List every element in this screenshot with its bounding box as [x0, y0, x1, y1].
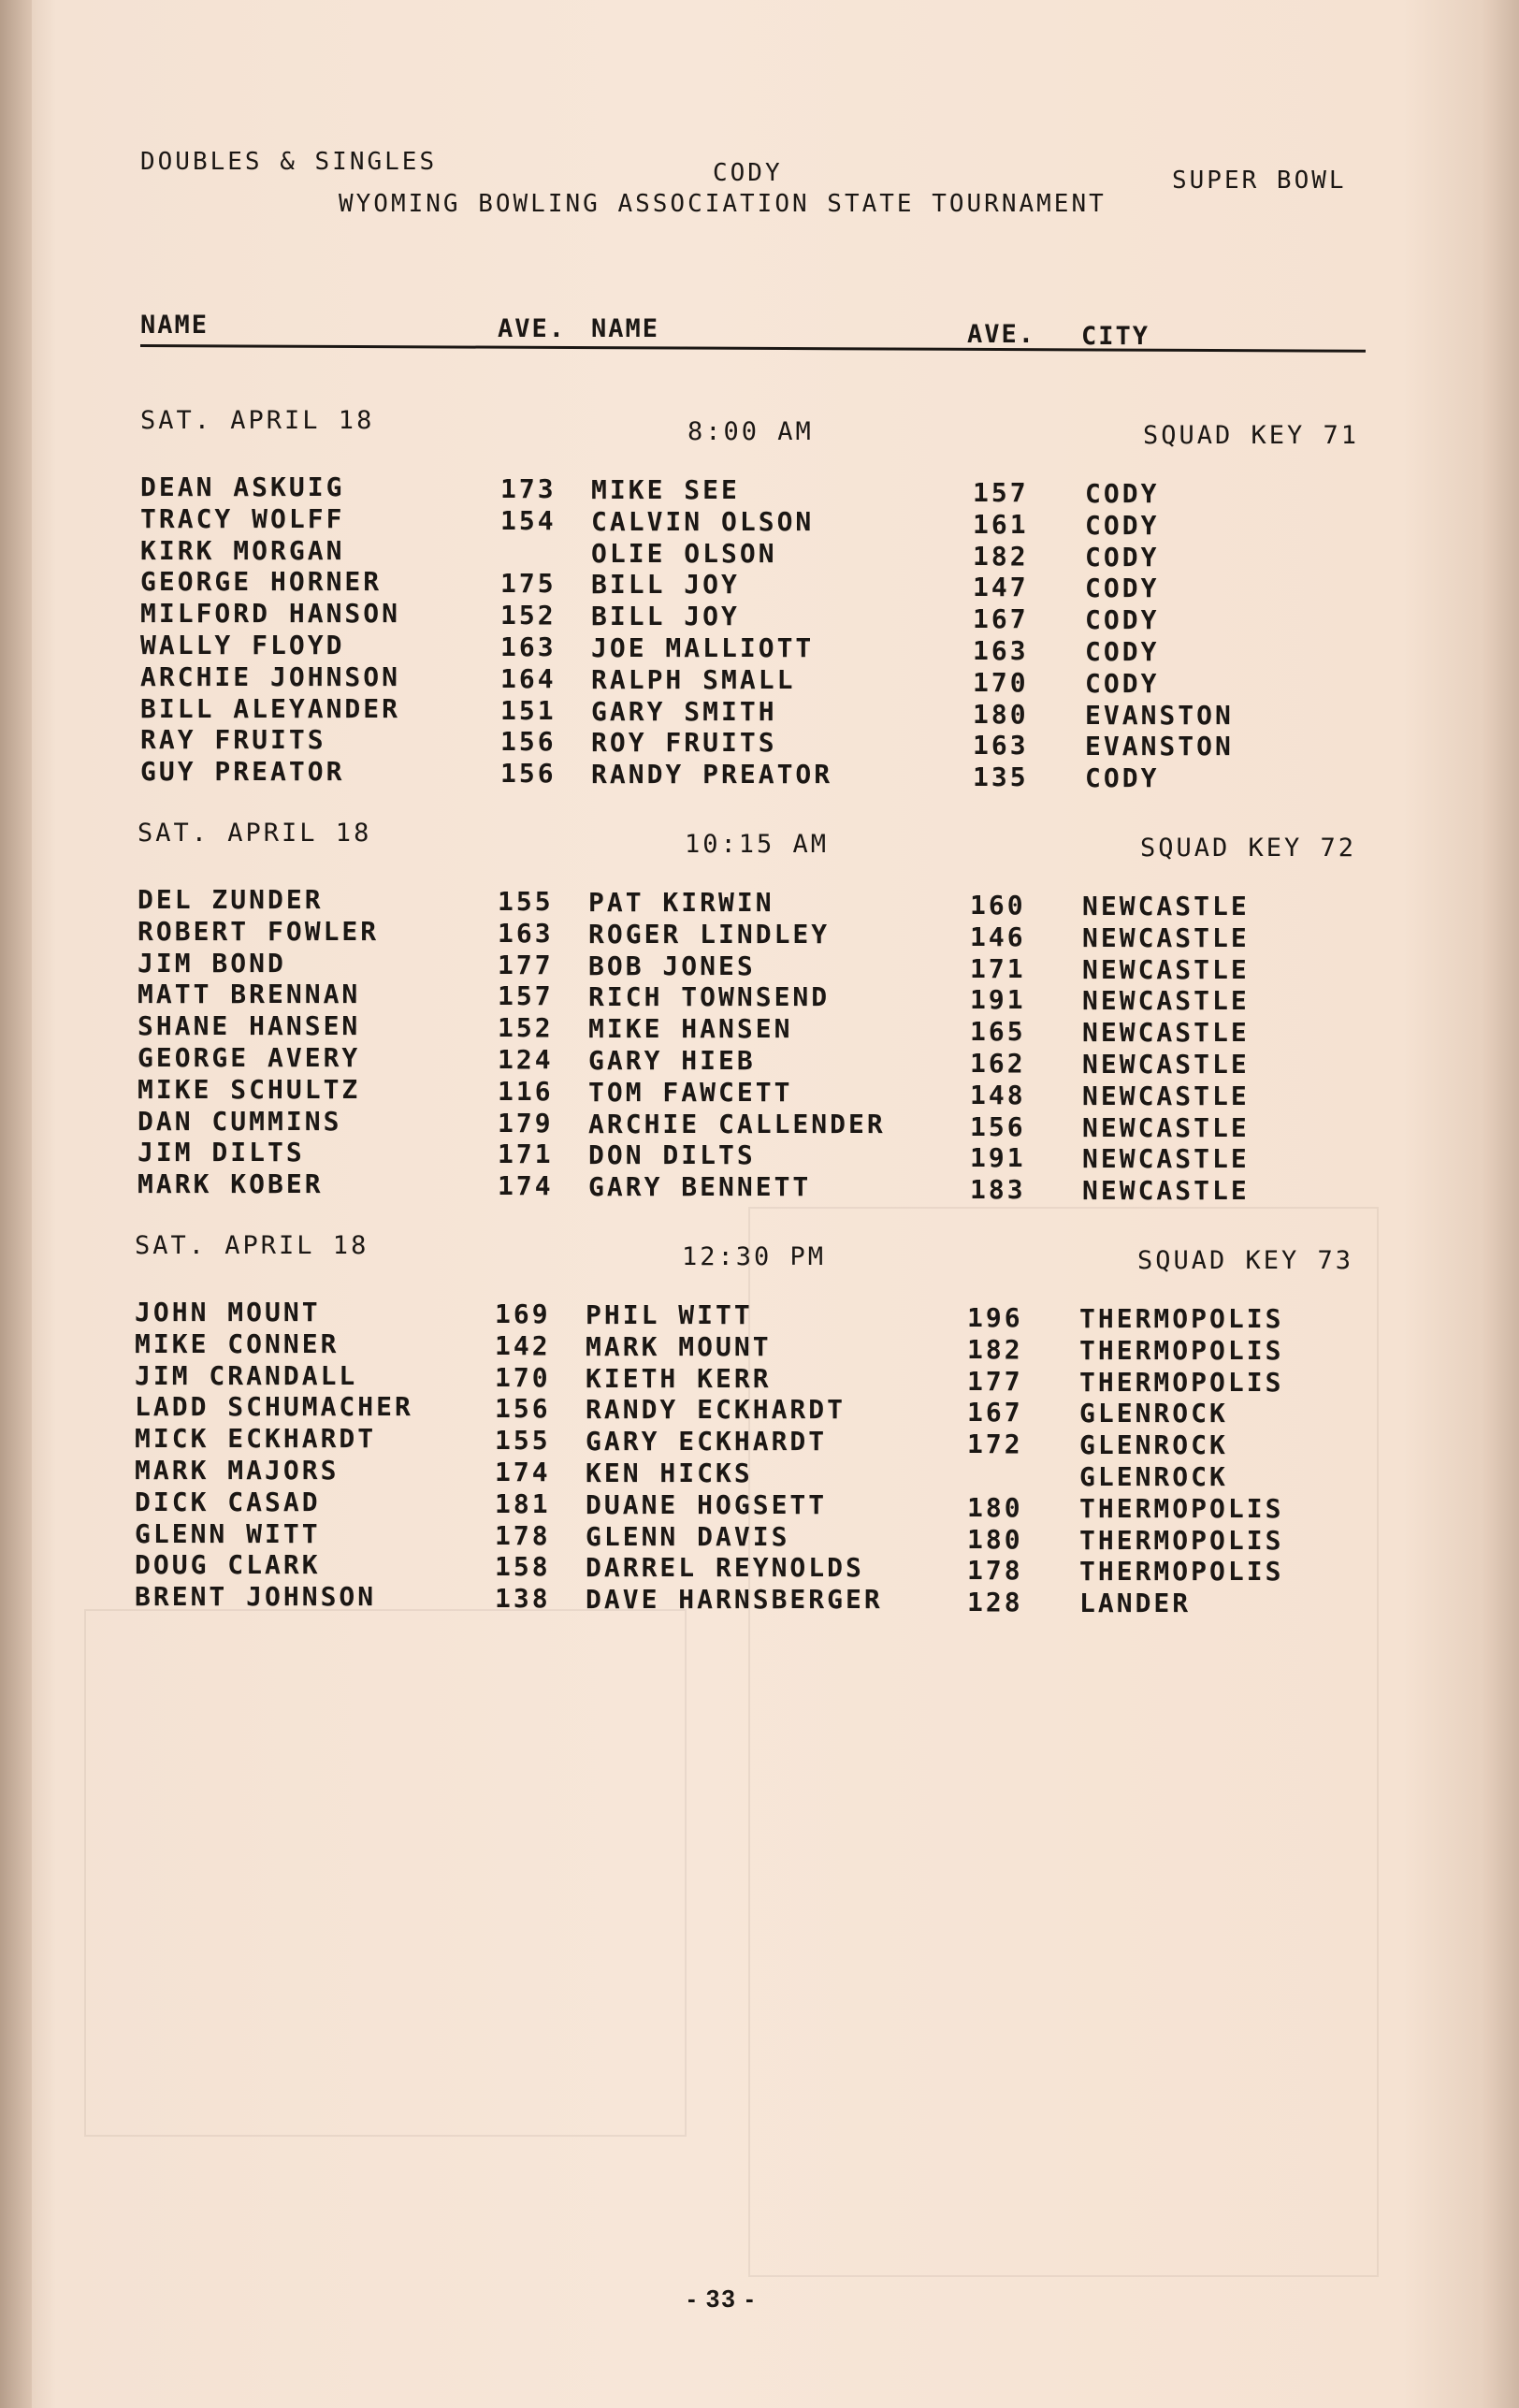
bowler-name-1: TRACY WOLFF: [140, 502, 345, 534]
bowler-average-1: 175: [500, 568, 557, 600]
bowler-name-2: GLENN DAVIS: [586, 1520, 790, 1552]
bowler-city: NEWCASTLE: [1082, 891, 1250, 921]
bowler-city: THERMOPOLIS: [1079, 1556, 1284, 1588]
squad-time: 10:15 AM: [685, 830, 830, 859]
bowler-city: NEWCASTLE: [1082, 1175, 1250, 1207]
bowler-name-1: SHANE HANSEN: [137, 1010, 361, 1042]
bowler-city: CODY: [1085, 636, 1160, 667]
bowler-city: NEWCASTLE: [1082, 1049, 1250, 1080]
bowler-average-1: 155: [495, 1425, 551, 1457]
bowler-average-2: 180: [973, 698, 1029, 730]
bowler-name-1: LADD SCHUMACHER: [135, 1391, 413, 1423]
bowler-city: GLENROCK: [1079, 1429, 1228, 1461]
bowler-city: NEWCASTLE: [1082, 1111, 1250, 1143]
squad-key: SQUAD KEY 73: [1137, 1246, 1354, 1275]
bowler-average-2: 135: [973, 762, 1029, 793]
bowler-average-1: 124: [498, 1044, 554, 1075]
bowler-average-2: 177: [967, 1365, 1023, 1397]
bowler-average-1: 181: [495, 1487, 551, 1519]
bowler-average-1: 156: [500, 758, 557, 790]
header-left: DOUBLES & SINGLES: [140, 148, 438, 176]
header-title: WYOMING BOWLING ASSOCIATION STATE TOURNAMENT: [339, 190, 1107, 218]
bowler-average-1: 174: [495, 1457, 551, 1487]
bowler-city: CODY: [1085, 604, 1160, 636]
bowler-average-1: 171: [498, 1139, 554, 1170]
bowler-city: NEWCASTLE: [1082, 953, 1250, 985]
bowler-name-2: KEN HICKS: [586, 1458, 753, 1488]
bowler-name-1: DEAN ASKUIG: [140, 471, 345, 502]
bowler-name-1: RAY FRUITS: [140, 724, 326, 756]
bowler-city: NEWCASTLE: [1082, 1080, 1250, 1111]
bowler-name-2: DAVE HARNSBERGER: [586, 1584, 883, 1616]
bowler-average-2: 180: [967, 1523, 1023, 1555]
bowler-name-1: JOHN MOUNT: [135, 1297, 321, 1327]
bowler-average-2: 156: [970, 1110, 1026, 1142]
bowler-name-2: ROGER LINDLEY: [588, 918, 831, 950]
bowler-name-2: TOM FAWCETT: [588, 1076, 793, 1108]
book-spine-shadow: [0, 0, 32, 2408]
bowler-name-1: MILFORD HANSON: [140, 598, 401, 630]
bowler-average-2: 148: [970, 1079, 1026, 1110]
bowler-name-1: GEORGE HORNER: [140, 566, 383, 598]
bowler-name-2: ROY FRUITS: [591, 727, 777, 759]
column-header-name2: NAME: [591, 314, 660, 343]
bowler-name-2: MIKE HANSEN: [588, 1013, 793, 1045]
header-right: SUPER BOWL: [1172, 167, 1347, 195]
bowler-name-1: DOUG CLARK: [135, 1549, 321, 1581]
bowler-average-1: 163: [498, 917, 554, 949]
bowler-average-2: 147: [973, 572, 1029, 603]
bowler-city: THERMOPOLIS: [1079, 1303, 1284, 1334]
bowler-name-1: MICK ECKHARDT: [135, 1423, 377, 1455]
bowler-city: LANDER: [1079, 1588, 1192, 1619]
bowler-city: THERMOPOLIS: [1079, 1366, 1284, 1398]
bowler-name-2: DARREL REYNOLDS: [586, 1552, 864, 1584]
bowler-average-2: 191: [970, 1142, 1026, 1174]
bowler-name-1: DAN CUMMINS: [137, 1105, 342, 1137]
bowler-city: CODY: [1085, 667, 1160, 699]
column-header-ave2: AVE.: [967, 320, 1036, 349]
bowler-average-1: 155: [498, 886, 554, 917]
bowler-name-2: MARK MOUNT: [586, 1330, 772, 1362]
bowler-name-1: BILL ALEYANDER: [140, 692, 401, 724]
bowler-average-1: 142: [495, 1329, 551, 1361]
bowler-average-2: 128: [967, 1587, 1023, 1618]
bowler-name-2: OLIE OLSON: [591, 537, 777, 569]
bowler-average-2: 172: [967, 1429, 1023, 1460]
bowler-name-1: GLENN WITT: [135, 1517, 321, 1549]
bowler-average-2: 180: [967, 1491, 1023, 1523]
bowler-name-2: ARCHIE CALLENDER: [588, 1108, 886, 1139]
bowler-name-2: RICH TOWNSEND: [588, 981, 831, 1013]
bowler-average-2: 196: [967, 1302, 1023, 1333]
bowler-average-1: 177: [498, 949, 554, 980]
bowler-city: CODY: [1085, 762, 1160, 794]
bowler-name-2: KIETH KERR: [586, 1362, 772, 1394]
bowler-city: EVANSTON: [1085, 699, 1234, 731]
bowler-city: CODY: [1085, 478, 1160, 509]
bleed-through-box-left: [84, 1609, 687, 2137]
squad-day: SAT. APRIL 18: [137, 819, 372, 848]
squad-time: 8:00 AM: [687, 417, 814, 446]
bowler-average-1: 138: [495, 1583, 551, 1615]
bowler-city: NEWCASTLE: [1082, 921, 1250, 953]
bowler-average-1: 157: [498, 980, 554, 1012]
bowler-name-1: DEL ZUNDER: [137, 884, 324, 915]
bowler-name-1: MATT BRENNAN: [137, 979, 361, 1010]
bowler-name-2: BILL JOY: [591, 569, 740, 601]
bowler-name-2: DUANE HOGSETT: [586, 1488, 828, 1520]
bowler-name-2: BOB JONES: [588, 950, 756, 981]
bowler-average-1: 178: [495, 1519, 551, 1551]
bowler-city: CODY: [1085, 541, 1160, 573]
bowler-name-1: GEORGE AVERY: [137, 1042, 361, 1073]
bowler-average-2: 167: [973, 603, 1029, 635]
header-center: CODY: [713, 159, 783, 187]
bowler-name-2: PHIL WITT: [586, 1299, 753, 1330]
bowler-average-2: 160: [970, 890, 1026, 921]
bowler-average-2: 165: [970, 1016, 1026, 1048]
squad-day: SAT. APRIL 18: [135, 1231, 369, 1260]
bowler-average-1: 173: [500, 473, 557, 504]
bowler-name-1: MARK KOBER: [137, 1168, 324, 1200]
bowler-city: THERMOPOLIS: [1079, 1334, 1284, 1366]
squad-time: 12:30 PM: [682, 1242, 827, 1271]
bowler-average-1: 151: [500, 694, 557, 726]
bowler-average-2: 163: [973, 635, 1029, 666]
bowler-name-2: JOE MALLIOTT: [591, 632, 815, 663]
bowler-name-1: BRENT JOHNSON: [135, 1581, 377, 1613]
bowler-name-1: JIM BOND: [137, 947, 286, 979]
bowler-name-2: GARY ECKHARDT: [586, 1426, 828, 1458]
bowler-name-1: MIKE CONNER: [135, 1327, 340, 1359]
bowler-city: NEWCASTLE: [1082, 985, 1250, 1017]
bowler-name-2: DON DILTS: [588, 1139, 756, 1171]
squad-key: SQUAD KEY 71: [1143, 421, 1360, 450]
bowler-average-1: 156: [500, 726, 557, 758]
bowler-average-1: 158: [495, 1551, 551, 1583]
bowler-average-1: 154: [500, 504, 557, 536]
bowler-average-1: 170: [495, 1361, 551, 1393]
bowler-name-2: RALPH SMALL: [591, 663, 796, 695]
bowler-name-1: ARCHIE JOHNSON: [140, 660, 401, 692]
page-edge-shadow: [1485, 0, 1519, 2408]
bowler-average-2: 182: [973, 540, 1029, 572]
bowler-name-2: GARY HIEB: [588, 1045, 756, 1076]
bowler-city: NEWCASTLE: [1082, 1017, 1250, 1049]
bowler-name-1: MIKE SCHULTZ: [137, 1073, 361, 1105]
bowler-city: NEWCASTLE: [1082, 1143, 1250, 1175]
bowler-average-2: 191: [970, 984, 1026, 1016]
bowler-name-2: BILL JOY: [591, 601, 740, 632]
bowler-name-1: KIRK MORGAN: [140, 534, 345, 566]
bowler-average-1: 116: [498, 1075, 554, 1107]
bowler-name-1: GUY PREATOR: [140, 756, 345, 788]
bowler-average-2: 162: [970, 1048, 1026, 1079]
bowler-name-2: GARY SMITH: [591, 695, 777, 727]
bowler-name-1: MARK MAJORS: [135, 1455, 340, 1486]
column-header-ave1: AVE.: [498, 314, 567, 343]
bowler-name-1: JIM CRANDALL: [135, 1359, 358, 1391]
bowler-average-1: 156: [495, 1393, 551, 1425]
bowler-average-1: 163: [500, 631, 557, 662]
bleed-through-box-right: [748, 1207, 1379, 2277]
bowler-name-1: ROBERT FOWLER: [137, 915, 380, 947]
bowler-name-2: MIKE SEE: [591, 474, 740, 505]
bowler-city: GLENROCK: [1079, 1398, 1228, 1429]
bowler-name-2: PAT KIRWIN: [588, 887, 774, 918]
squad-key: SQUAD KEY 72: [1140, 834, 1357, 863]
bowler-name-2: RANDY PREATOR: [591, 759, 833, 791]
bowler-city: EVANSTON: [1085, 731, 1234, 762]
bowler-average-2: 183: [970, 1174, 1026, 1206]
bowler-average-1: 169: [495, 1298, 551, 1329]
bowler-name-1: DICK CASAD: [135, 1486, 321, 1517]
bowler-name-1: WALLY FLOYD: [140, 630, 345, 660]
bowler-name-2: CALVIN OLSON: [591, 505, 815, 537]
bowler-average-1: 152: [500, 600, 557, 631]
header-rule: [140, 344, 1366, 353]
bowler-city: THERMOPOLIS: [1079, 1492, 1284, 1524]
bowler-average-2: 157: [973, 477, 1029, 508]
bowler-city: THERMOPOLIS: [1079, 1524, 1284, 1556]
bowler-average-1: 179: [498, 1107, 554, 1139]
column-header-city: CITY: [1081, 322, 1150, 351]
bowler-city: CODY: [1085, 509, 1160, 541]
bowler-average-2: 170: [973, 666, 1029, 698]
bowler-name-1: JIM DILTS: [137, 1137, 305, 1168]
bowler-average-2: 178: [967, 1555, 1023, 1587]
bowler-average-1: 174: [498, 1170, 554, 1202]
bowler-average-2: 167: [967, 1397, 1023, 1429]
bowler-name-2: RANDY ECKHARDT: [586, 1394, 846, 1426]
bowler-average-2: 161: [973, 508, 1029, 540]
bowler-average-2: 171: [970, 952, 1026, 984]
bowler-city: GLENROCK: [1079, 1461, 1228, 1492]
bowler-average-1: 152: [498, 1012, 554, 1044]
bowler-average-2: 146: [970, 921, 1026, 952]
bowler-city: CODY: [1085, 573, 1160, 604]
squad-day: SAT. APRIL 18: [140, 406, 375, 435]
bowler-name-2: GARY BENNETT: [588, 1171, 812, 1203]
page-number: - 33 -: [687, 2285, 756, 2313]
bowler-average-2: 163: [973, 730, 1029, 762]
bowler-average-2: 182: [967, 1333, 1023, 1365]
bowler-average-1: 164: [500, 662, 557, 694]
column-header-name1: NAME: [140, 311, 210, 340]
